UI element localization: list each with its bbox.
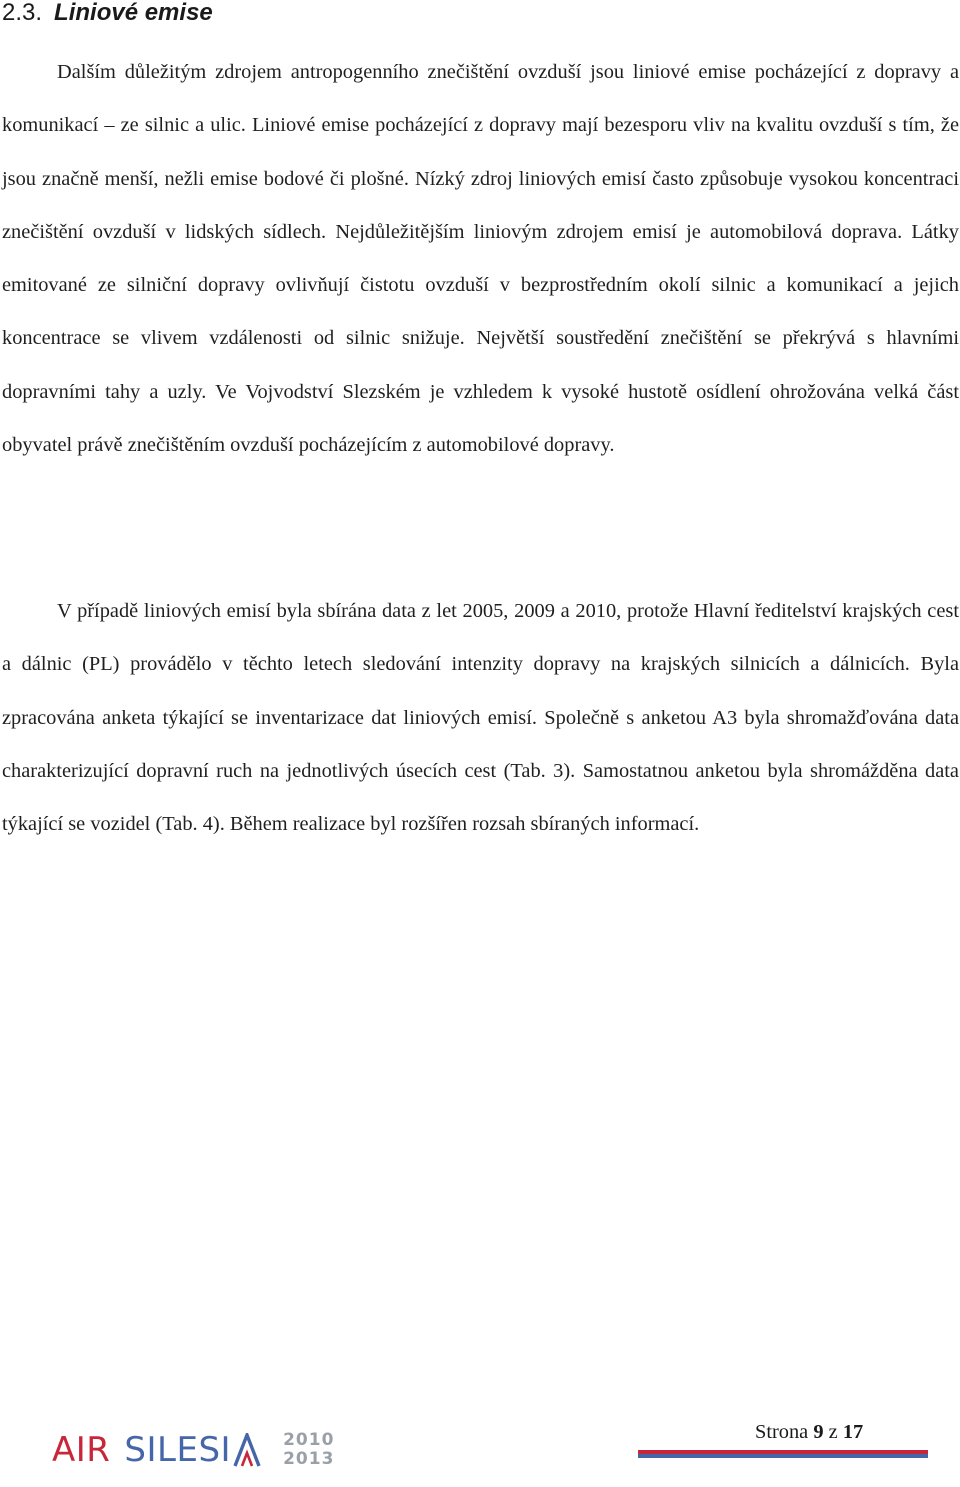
page-current: 9: [813, 1421, 824, 1443]
a-triangle-logo-icon: [233, 1433, 261, 1467]
section-heading: [2, 0, 213, 28]
page-separator: z: [828, 1421, 838, 1443]
paragraph-1: Dalším důležitým zdrojem antropogenního znečištění ovzduší jsou liniové emise pocházející z dopravy a komunikací – ze silnic a ulic. Liniové emise pocházející z dopravy mají bezesporu vliv na kvalitu ovzduší s tím, že jsou značně menší, nežli emise bodové či plošné. Nízký zdroj liniových emisí často způsobuje vysokou koncentraci znečištění ovzduší v lidských sídlech. Nejdůležitějším liniovým zdrojem emisí je automobilová doprava. Látky emitované ze silniční dopravy ovlivňují čistotu ovzduší v bezprostředním okolí silnic a komunikací a jejich koncentrace se vlivem vzdálenosti od silnic snižuje. Největší soustředění znečištění se překrývá s hlavními dopravními tahy a uzly. Ve Vojvodství Slezském je vzhledem k vysoké hustotě osídlení ohrožována velká část obyvatel právě znečištěním ovzduší pocházejícím z automobilové dopravy.: [2, 61, 959, 457]
air-silesia-logo: [52, 1430, 334, 1470]
page-total: 17: [842, 1421, 864, 1443]
logo-text-air: AIR: [52, 1430, 111, 1470]
section-title: Liniové emise: [54, 0, 213, 26]
logo-year-end: 2013: [283, 1449, 335, 1469]
page-label: Strona: [755, 1421, 809, 1443]
paragraph-2: V případě liniových emisí byla sbírána data z let 2005, 2009 a 2010, protože Hlavní ředitelství krajských cest a dálnic (PL) provádělo v těchto letech sledování intenzity dopravy na krajských silnicích a dálnicích. Byla zpracována anketa týkající se inventarizace dat liniových emisí. Společně s anketou A3 byla shromažďována data charakterizující dopravní ruch na jednotlivých úsecích cest (Tab. 3). Samostatnou anketou byla shromážděna data týkající se vozidel (Tab. 4). Během realizace byl rozšířen rozsah sbíraných informací.: [2, 600, 959, 836]
logo-text-silesia: SILESI: [124, 1430, 232, 1470]
section-number: 2.3.: [2, 0, 43, 26]
logo-year-start: 2010: [283, 1430, 335, 1450]
page-number: [755, 1419, 863, 1445]
logo-years: [283, 1431, 334, 1469]
footer-decorative-line: [638, 1449, 928, 1459]
